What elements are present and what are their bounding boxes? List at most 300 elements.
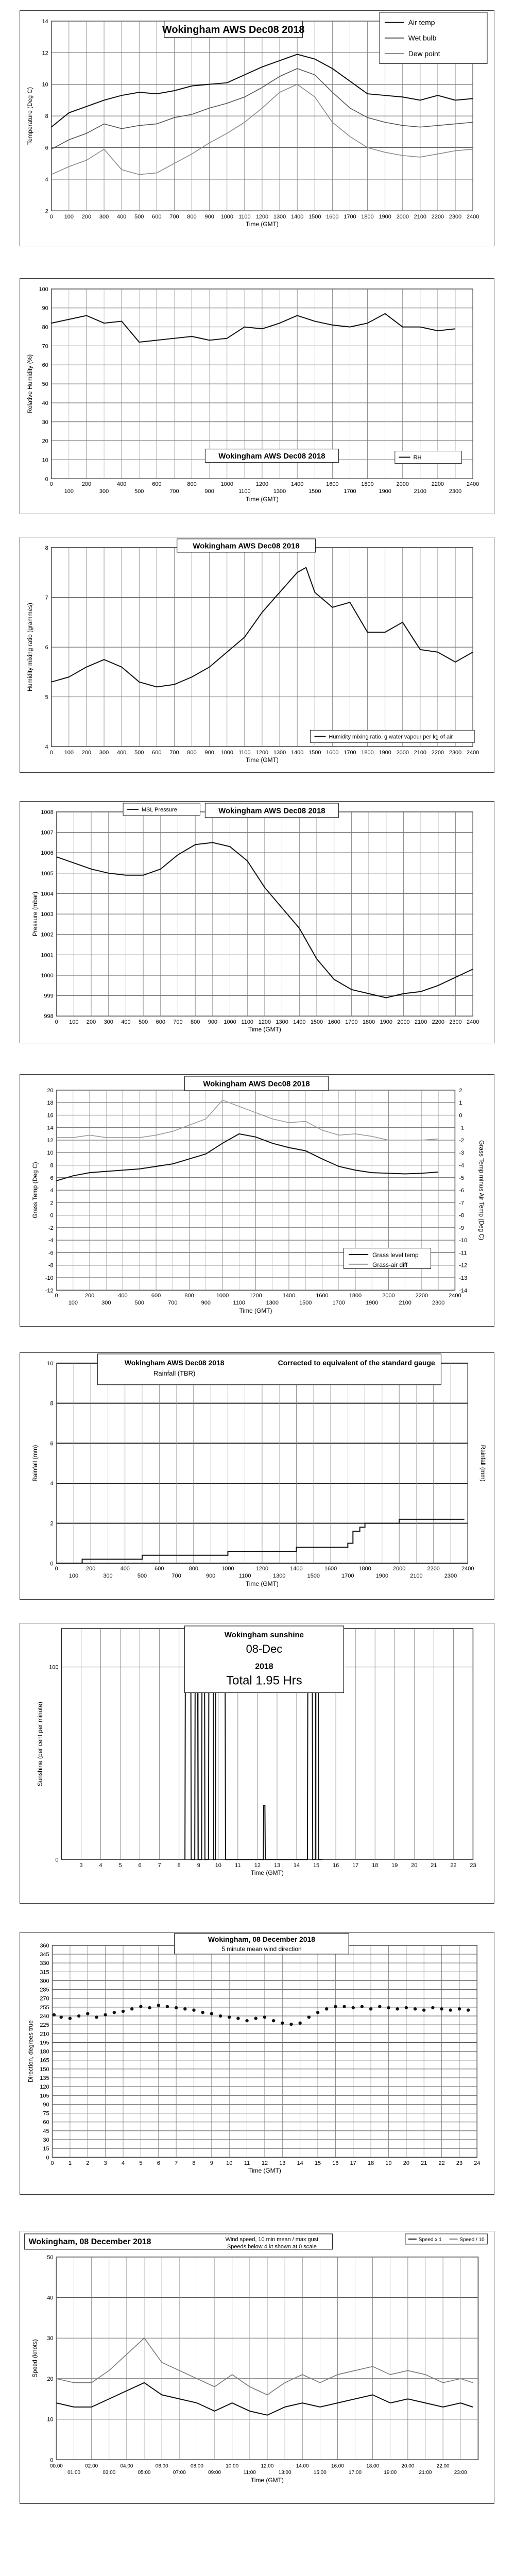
sunshine-chart <box>20 1623 494 1904</box>
sunshine-chart-svg <box>20 1623 494 1903</box>
rainfall-chart <box>20 1352 494 1600</box>
wind_dir-ytick-label: 150 <box>40 2066 49 2073</box>
rain-xtick-label: 200 <box>86 1566 96 1572</box>
grass-ytick-label: 4 <box>50 1188 54 1194</box>
grass-xtick-label: 500 <box>134 1300 144 1307</box>
rain-ytick-label: 10 <box>47 1360 54 1367</box>
pressure-xtick-label: 1800 <box>362 1019 375 1026</box>
humidity-xtick-label: 2000 <box>396 481 409 488</box>
humidity-title: Wokingham AWS Dec08 2018 <box>218 451 325 461</box>
rain-xtick-label: 2100 <box>410 1573 423 1580</box>
wind_speed-title: Wokingham, 08 December 2018 <box>28 2237 151 2246</box>
pressure-xtick-label: 400 <box>121 1019 131 1026</box>
rain-note: Corrected to equivalent of the standard gauge <box>278 1358 435 1367</box>
wind_dir-point <box>263 2015 266 2019</box>
rain-xtick-label: 1000 <box>221 1566 234 1572</box>
pressure-xtick-label: 700 <box>173 1019 183 1026</box>
grass-ytick-label: -12 <box>45 1287 54 1294</box>
wind_speed-ylabel: Speed (knots) <box>31 2339 39 2378</box>
wind_dir-ytick-label: 15 <box>43 2146 49 2153</box>
mixing-ytick-label: 7 <box>45 595 48 601</box>
temperature-ytick-label: 14 <box>42 18 48 25</box>
wind_dir-ytick-label: 270 <box>40 1995 49 2002</box>
sunshine-xtick-label: 3 <box>79 1862 83 1869</box>
wind_dir-xtick-label: 14 <box>297 2160 303 2167</box>
humidity-xtick-label: 1900 <box>379 488 391 495</box>
pressure-xtick-label: 0 <box>55 1019 58 1026</box>
mixing-ytick-label: 6 <box>45 645 48 651</box>
wind_speed-xtick-label: 01:00 <box>67 2470 81 2476</box>
wind_dir-point <box>342 2005 346 2008</box>
humidity-xtick-label: 600 <box>152 481 162 488</box>
grass-y2tick-label: -6 <box>459 1188 465 1194</box>
humidity-xtick-label: 200 <box>81 481 92 488</box>
pressure-xtick-label: 1600 <box>328 1019 340 1026</box>
rain-xtick-label: 700 <box>171 1573 181 1580</box>
wind_dir-point <box>431 2006 434 2009</box>
wind_dir-xtick-label: 2 <box>86 2160 90 2167</box>
rain-xtick-label: 800 <box>188 1566 198 1572</box>
wind_dir-ytick-label: 30 <box>43 2137 49 2143</box>
sunshine-xtick-label: 17 <box>352 1862 359 1869</box>
sunshine-title: Wokingham sunshine <box>224 1630 304 1639</box>
grass-xtick-label: 1800 <box>349 1293 362 1299</box>
pressure-xtick-label: 600 <box>156 1019 165 1026</box>
wind_speed-xtick-label: 19:00 <box>384 2470 397 2476</box>
mixing-xtick-label: 1800 <box>361 750 374 756</box>
wind_speed-ytick-label: 0 <box>50 2457 54 2464</box>
wind_dir-point <box>95 2015 98 2019</box>
wind_speed-ytick-label: 40 <box>47 2295 54 2301</box>
wind_dir-point <box>219 2014 222 2018</box>
mixing-xtick-label: 2200 <box>431 750 444 756</box>
mixing-xtick-label: 2100 <box>414 750 427 756</box>
sunshine-xtick-label: 23 <box>470 1862 476 1869</box>
humidity-ytick-label: 50 <box>42 381 48 388</box>
grass-ytick-label: 20 <box>47 1087 54 1094</box>
temperature-ylabel: Temperature (Deg C) <box>26 87 33 145</box>
mixing-xtick-label: 1900 <box>379 750 391 756</box>
grass-ytick-label: -10 <box>45 1275 54 1281</box>
wind_dir-ytick-label: 60 <box>43 2119 49 2126</box>
wind_dir-point <box>449 2008 452 2011</box>
wind_dir-xtick-label: 24 <box>474 2160 480 2167</box>
wind_dir-ytick-label: 255 <box>40 2004 49 2011</box>
mixing-ytick-label: 4 <box>45 744 48 751</box>
wind_speed-xtick-label: 04:00 <box>120 2463 133 2469</box>
temperature-xtick-label: 1100 <box>238 214 251 221</box>
grass-ytick-label: 10 <box>47 1150 54 1157</box>
grass-y2tick-label: -2 <box>459 1137 465 1144</box>
grass-ytick-label: 12 <box>47 1137 54 1144</box>
wind_dir-ylabel: Direction, degrees true <box>27 2020 35 2082</box>
rain-xtick-label: 400 <box>120 1566 130 1572</box>
wind_dir-point <box>369 2007 372 2010</box>
grass-temp-chart <box>20 1074 494 1327</box>
sunshine-ytick-label: 0 <box>55 1857 59 1863</box>
humidity-xtick-label: 500 <box>134 488 144 495</box>
wind_dir-point <box>122 2010 125 2013</box>
humidity-xtick-label: 1700 <box>344 488 356 495</box>
wind_dir-point <box>254 2016 258 2020</box>
wind_dir-point <box>104 2013 107 2016</box>
humidity-xlabel: Time (GMT) <box>246 496 279 503</box>
pressure-ytick-label: 999 <box>44 993 54 999</box>
wind_speed-xlabel: Time (GMT) <box>250 2477 284 2484</box>
sunshine-xtick-label: 6 <box>138 1862 142 1869</box>
grass-xtick-label: 1000 <box>216 1293 229 1299</box>
grass-y2tick-label: 1 <box>459 1100 462 1107</box>
wind_dir-point <box>360 2005 364 2008</box>
wind_dir-point <box>139 2005 142 2008</box>
wind_dir-point <box>77 2014 80 2018</box>
grass-y2tick-label: -4 <box>459 1162 465 1169</box>
humidity-chart <box>20 278 494 514</box>
mixing-xtick-label: 700 <box>169 750 179 756</box>
rain-xtick-label: 1600 <box>324 1566 337 1572</box>
mixing-xtick-label: 1600 <box>326 750 339 756</box>
wind_speed-ytick-label: 20 <box>47 2376 54 2382</box>
rain-xtick-label: 2300 <box>444 1573 457 1580</box>
mixing-xtick-label: 1200 <box>255 750 269 756</box>
wind-direction-chart <box>20 1932 494 2195</box>
humidity-ytick-label: 10 <box>42 457 48 464</box>
temperature-xtick-label: 300 <box>99 214 109 221</box>
rain-xtick-label: 2200 <box>427 1566 440 1572</box>
wind_dir-point <box>440 2007 443 2010</box>
humidity-xtick-label: 2300 <box>449 488 462 495</box>
rain-xtick-label: 1500 <box>307 1573 320 1580</box>
sunshine-xtick-label: 16 <box>333 1862 339 1869</box>
sunshine-xtick-label: 22 <box>450 1862 457 1869</box>
humidity-xtick-label: 2200 <box>431 481 444 488</box>
grass-xtick-label: 1100 <box>233 1300 246 1307</box>
rain-subtitle: Rainfall (TBR) <box>153 1369 196 1377</box>
temperature-xtick-label: 800 <box>187 214 197 221</box>
sunshine-xtick-label: 12 <box>254 1862 261 1869</box>
wind_dir-xtick-label: 1 <box>68 2160 72 2167</box>
pressure-xtick-label: 900 <box>208 1019 217 1026</box>
temperature-chart-svg <box>20 11 494 246</box>
temperature-xtick-label: 700 <box>169 214 179 221</box>
humidity-ylabel: Relative Humidity (%) <box>26 354 33 414</box>
temperature-xtick-label: 0 <box>49 214 53 221</box>
temperature-ytick-label: 4 <box>45 176 48 183</box>
grass-xtick-label: 2400 <box>449 1293 461 1299</box>
pressure-legend-label: MSL Pressure <box>141 806 177 813</box>
mixing-xtick-label: 1100 <box>238 750 251 756</box>
wind_speed-xtick-label: 13:00 <box>278 2470 291 2476</box>
wind_speed-xtick-label: 12:00 <box>261 2463 274 2469</box>
humidity-xtick-label: 1000 <box>220 481 233 488</box>
humidity-ytick-label: 30 <box>42 419 48 426</box>
sunshine-ylabel: Sunshine (per cent per minute) <box>36 1702 44 1787</box>
wind_dir-ytick-label: 330 <box>40 1960 49 1967</box>
wind_speed-xtick-label: 17:00 <box>349 2470 362 2476</box>
grass-y2tick-label: -1 <box>459 1125 465 1131</box>
grass-ytick-label: 14 <box>47 1125 54 1131</box>
grass-ylabel: Grass Temp (Deg C) <box>31 1162 39 1218</box>
grass-xtick-label: 2200 <box>415 1293 428 1299</box>
wind_speed-xtick-label: 23:00 <box>454 2470 467 2476</box>
temperature-title: Wokingham AWS Dec08 2018 <box>162 24 305 36</box>
mixing-ylabel: Humidity mixing ratio (grammes) <box>26 603 33 691</box>
wind_dir-xtick-label: 10 <box>226 2160 233 2167</box>
wind_dir-point <box>289 2023 293 2026</box>
humidity-xtick-label: 400 <box>117 481 127 488</box>
temperature-xtick-label: 600 <box>152 214 162 221</box>
wind_dir-ytick-label: 300 <box>40 1978 49 1985</box>
wind_dir-point <box>68 2016 72 2020</box>
temperature-xtick-label: 1200 <box>255 214 269 221</box>
wind_speed-ytick-label: 50 <box>47 2254 54 2261</box>
temperature-legend-label: Dew point <box>408 49 440 58</box>
pressure-ytick-label: 998 <box>44 1013 54 1020</box>
sunshine-xtick-label: 10 <box>215 1862 221 1869</box>
wind_dir-ytick-label: 315 <box>40 1969 49 1976</box>
wind_speed-xtick-label: 09:00 <box>208 2470 221 2476</box>
sunshine-xtick-label: 19 <box>391 1862 398 1869</box>
grass-y2tick-label: -8 <box>459 1212 465 1219</box>
wind_dir-point <box>467 2008 470 2011</box>
wind_speed-xtick-label: 03:00 <box>102 2470 116 2476</box>
grass-xtick-label: 800 <box>184 1293 194 1299</box>
wind_dir-point <box>316 2011 319 2014</box>
wind_dir-xtick-label: 8 <box>192 2160 196 2167</box>
wind_dir-point <box>210 2012 213 2015</box>
wind_dir-ytick-label: 225 <box>40 2022 49 2029</box>
wind_dir-ytick-label: 360 <box>40 1942 49 1949</box>
grass-xtick-label: 900 <box>201 1300 211 1307</box>
rain-xtick-label: 1300 <box>273 1573 286 1580</box>
grass-temp-chart-svg <box>20 1075 494 1326</box>
humidity-ytick-label: 90 <box>42 305 48 312</box>
humidity-ytick-label: 100 <box>39 286 48 293</box>
rain-xtick-label: 1400 <box>290 1566 303 1572</box>
grass-xtick-label: 300 <box>101 1300 111 1307</box>
wind_dir-point <box>183 2007 186 2010</box>
temperature-chart <box>20 10 494 246</box>
wind_speed-xtick-label: 22:00 <box>436 2463 450 2469</box>
sunshine-xtick-label: 7 <box>158 1862 161 1869</box>
temperature-xtick-label: 1400 <box>290 214 304 221</box>
sunshine-xtick-label: 14 <box>293 1862 300 1869</box>
wind_speed-legend-label: Speed / 10 <box>459 2236 485 2243</box>
wind_dir-xtick-label: 19 <box>385 2160 392 2167</box>
temperature-xtick-label: 100 <box>64 214 74 221</box>
grass-xtick-label: 2300 <box>432 1300 445 1307</box>
temperature-ytick-label: 2 <box>45 208 48 215</box>
humidity-ytick-label: 80 <box>42 324 48 331</box>
pressure-ytick-label: 1003 <box>41 911 54 918</box>
temperature-xtick-label: 1900 <box>379 214 391 221</box>
grass-ytick-label: 18 <box>47 1100 54 1107</box>
grass-ytick-label: 2 <box>50 1200 54 1207</box>
temperature-xtick-label: 2200 <box>431 214 444 221</box>
rain-xtick-label: 2400 <box>461 1566 474 1572</box>
grass-xlabel: Time (GMT) <box>239 1307 272 1315</box>
sunshine-ytick-label: 100 <box>49 1664 59 1671</box>
wind_dir-ytick-label: 195 <box>40 2040 49 2046</box>
humidity-xtick-label: 100 <box>64 488 74 495</box>
rain-ytick-label: 4 <box>50 1480 54 1487</box>
wind_dir-xtick-label: 4 <box>121 2160 125 2167</box>
grass-y2tick-label: 0 <box>459 1112 462 1119</box>
grass-ytick-label: 6 <box>50 1175 54 1181</box>
temperature-xtick-label: 1300 <box>273 214 286 221</box>
mixing-xtick-label: 100 <box>64 750 74 756</box>
pressure-xtick-label: 100 <box>69 1019 79 1026</box>
wind_dir-xtick-label: 23 <box>456 2160 463 2167</box>
wind_speed-legend-label: Speed x 1 <box>418 2236 442 2243</box>
wind_dir-ytick-label: 345 <box>40 1952 49 1958</box>
wind_dir-ytick-label: 45 <box>43 2128 49 2134</box>
humidity-xtick-label: 1400 <box>290 481 304 488</box>
temperature-xtick-label: 2100 <box>414 214 427 221</box>
grass-y2tick-label: -5 <box>459 1175 465 1181</box>
grass-y2tick-label: 2 <box>459 1087 462 1094</box>
wind_speed-xtick-label: 00:00 <box>50 2463 63 2469</box>
wind_dir-ytick-label: 285 <box>40 1987 49 1993</box>
wind_speed-xtick-label: 02:00 <box>85 2463 98 2469</box>
mixing-xtick-label: 1000 <box>220 750 233 756</box>
wind_dir-xtick-label: 11 <box>244 2160 250 2167</box>
wind_speed-xtick-label: 11:00 <box>243 2470 256 2476</box>
wind_dir-point <box>175 2006 178 2009</box>
temperature-ytick-label: 12 <box>42 50 48 57</box>
wind_dir-ytick-label: 135 <box>40 2075 49 2081</box>
wind_dir-ytick-label: 180 <box>40 2048 49 2055</box>
wind_dir-point <box>166 2005 169 2008</box>
humidity-ytick-label: 70 <box>42 343 48 350</box>
wind_dir-ytick-label: 210 <box>40 2031 49 2038</box>
pressure-xtick-label: 1000 <box>224 1019 236 1026</box>
mixing-xtick-label: 800 <box>187 750 197 756</box>
grass-ytick-label: -8 <box>48 1262 54 1269</box>
wind_speed-xtick-label: 18:00 <box>366 2463 380 2469</box>
humidity-xtick-label: 0 <box>49 481 53 488</box>
wind_dir-point <box>201 2011 204 2014</box>
wind_dir-xtick-label: 16 <box>332 2160 339 2167</box>
wind_dir-point <box>86 2012 89 2015</box>
wind_dir-xtick-label: 12 <box>261 2160 268 2167</box>
wind_dir-ytick-label: 240 <box>40 2013 49 2020</box>
pressure-chart <box>20 801 494 1043</box>
mixing-xtick-label: 0 <box>49 750 53 756</box>
sunshine-xtick-label: 18 <box>372 1862 379 1869</box>
wind-speed-chart-svg <box>20 2231 494 2503</box>
wind_dir-xtick-label: 9 <box>210 2160 213 2167</box>
temperature-xtick-label: 1000 <box>220 214 233 221</box>
wind_dir-point <box>53 2013 56 2016</box>
humidity-xtick-label: 2100 <box>414 488 427 495</box>
sunshine-xlabel: Time (GMT) <box>250 1869 284 1877</box>
wind_dir-subtitle: 5 minute mean wind direction <box>221 1945 302 1953</box>
wind_dir-point <box>60 2015 63 2019</box>
pressure-xtick-label: 1400 <box>293 1019 306 1026</box>
temperature-xtick-label: 2400 <box>466 214 479 221</box>
grass-y2tick-label: -10 <box>459 1238 468 1244</box>
wind_dir-point <box>298 2022 301 2025</box>
wind_dir-point <box>281 2022 284 2025</box>
wind-speed-chart <box>20 2231 494 2504</box>
pressure-xtick-label: 2100 <box>414 1019 427 1026</box>
mixing-title: Wokingham AWS Dec08 2018 <box>193 541 300 551</box>
pressure-xtick-label: 1300 <box>276 1019 288 1026</box>
wind_dir-point <box>422 2008 425 2011</box>
wind_speed-subtitle2: Speeds below 4 kt shown at 0 scale <box>227 2243 317 2250</box>
grass-xtick-label: 1200 <box>249 1293 262 1299</box>
pressure-ytick-label: 1002 <box>41 931 54 938</box>
pressure-title: Wokingham AWS Dec08 2018 <box>218 806 325 816</box>
temperature-xtick-label: 500 <box>134 214 144 221</box>
wind_speed-xtick-label: 21:00 <box>419 2470 432 2476</box>
pressure-xlabel: Time (GMT) <box>248 1026 281 1033</box>
pressure-xtick-label: 2400 <box>467 1019 479 1026</box>
mixing-ytick-label: 8 <box>45 545 48 551</box>
rain-y2label: Rainfall (mm) <box>479 1445 487 1482</box>
grass-ytick-label: -4 <box>48 1238 54 1244</box>
rain-xtick-label: 1900 <box>375 1573 389 1580</box>
mixing-xtick-label: 200 <box>81 750 92 756</box>
sunshine-xtick-label: 15 <box>313 1862 320 1869</box>
grass-xtick-label: 1600 <box>316 1293 329 1299</box>
sunshine-xtick-label: 13 <box>273 1862 281 1869</box>
rainfall-chart-svg <box>20 1353 494 1599</box>
pressure-xtick-label: 2000 <box>397 1019 410 1026</box>
temperature-ytick-label: 10 <box>42 81 48 88</box>
grass-ytick-label: 0 <box>50 1212 54 1219</box>
mixing-xtick-label: 1700 <box>344 750 356 756</box>
pressure-xtick-label: 300 <box>104 1019 113 1026</box>
pressure-ytick-label: 1006 <box>41 850 54 857</box>
wind_dir-xtick-label: 5 <box>139 2160 143 2167</box>
grass-y2tick-label: -11 <box>459 1250 467 1257</box>
temperature-xtick-label: 2300 <box>449 214 462 221</box>
mixing-xlabel: Time (GMT) <box>246 756 279 764</box>
wind_dir-point <box>396 2007 399 2010</box>
grass-xtick-label: 0 <box>55 1293 58 1299</box>
pressure-chart-svg <box>20 802 494 1043</box>
humidity-xtick-label: 1800 <box>361 481 374 488</box>
pressure-ytick-label: 1001 <box>41 952 54 959</box>
wind_dir-xtick-label: 22 <box>438 2160 445 2167</box>
temperature-legend-label: Air temp <box>408 18 435 27</box>
mixing-legend-label: Humidity mixing ratio, g water vapour per kg of air <box>329 734 453 740</box>
rain-ytick-label: 0 <box>50 1561 54 1567</box>
wind_dir-point <box>113 2011 116 2014</box>
grass-xtick-label: 600 <box>151 1293 161 1299</box>
pressure-xtick-label: 1700 <box>345 1019 358 1026</box>
mixing-xtick-label: 1500 <box>308 750 321 756</box>
wind_dir-point <box>228 2015 231 2019</box>
wind_dir-point <box>405 2006 408 2009</box>
wind_dir-point <box>307 2015 311 2019</box>
mixing-ytick-label: 5 <box>45 694 48 701</box>
wind_speed-subtitle: Wind speed, 10 min mean / max gust <box>225 2236 319 2243</box>
humidity-ytick-label: 0 <box>45 476 48 483</box>
mixing-xtick-label: 900 <box>204 750 214 756</box>
pressure-ytick-label: 1007 <box>41 829 54 836</box>
wind_speed-xtick-label: 05:00 <box>138 2470 151 2476</box>
sunshine-date: 08-Dec <box>246 1642 283 1655</box>
grass-ytick-label: -6 <box>48 1250 54 1257</box>
temperature-xtick-label: 900 <box>204 214 214 221</box>
temperature-ytick-label: 6 <box>45 145 48 151</box>
wind_dir-xtick-label: 6 <box>157 2160 160 2167</box>
humidity-xtick-label: 700 <box>169 488 179 495</box>
grass-xtick-label: 100 <box>68 1300 78 1307</box>
